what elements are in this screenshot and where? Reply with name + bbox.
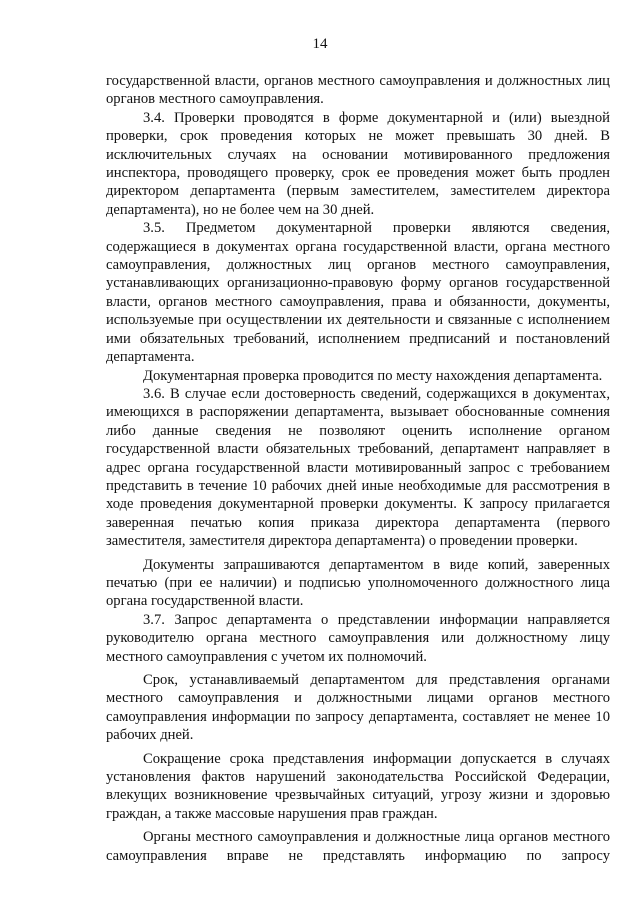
paragraph: Органы местного самоуправления и должностные лица органов местного самоуправления вправе не представлять информацию по запросу [106,829,610,864]
paragraph: Срок, устанавливаемый департаментом для представления органами местного самоуправления и должностными лицами органов местного самоуправления информации по запросу департамента, составляет не менее 10 рабочих дней. [106,672,610,744]
document-body [106,72,610,865]
paragraph: Сокращение срока представления информации допускается в случаях установления фактов нарушений законодательства Российской Федерации, влекущих возникновение чрезвычайных ситуаций, угрозу жизни и здоровью граждан, а также массовые нарушения прав граждан. [106,750,610,822]
paragraph: 3.7. Запрос департамента о представлении информации направляется руководителю органа местного самоуправления или должностному лицу местного самоуправления с учетом их полномочий. [106,611,610,665]
page-number: 14 [312,36,328,52]
paragraph: Документы запрашиваются департаментом в виде копий, заверенных печатью (при ее наличии) и подписью уполномоченного должностного лица органа государственной власти. [106,556,610,610]
paragraph: Документарная проверка проводится по месту нахождения департамента. [143,367,603,384]
paragraph: 3.4. Проверки проводятся в форме документарной и (или) выездной проверки, срок проведения которых не может превышать 30 дней. В исключительных случаях на основании мотивированного предложения инспектора, проводящего проверку, срок ее проведения может быть продлен директором департамента (первым заместителем, заместителем директора департамента), но не более чем на 30 дней. [106,109,610,218]
paragraph: 3.5. Предметом документарной проверки являются сведения, содержащиеся в документах органа государственной власти, органа местного самоуправления, должностных лиц органов местного самоуправления, устанавливающих организационно-правовую форму органов государственной власти, органов местного самоуправления, права и обязанности, документы, используемые при осуществлении их деятельности и связанные с исполнением ими обязательных требований, исполнением предписаний и постановлений департамента. [106,220,610,366]
paragraph: 3.6. В случае если достоверность сведений, содержащихся в документах, имеющихся в распоряжении департамента, вызывает обоснованные сомнения либо данные сведения не позволяют оценить исполнение органом государственной власти обязательных требований, департамент направляет в адрес органа государственной власти мотивированный запрос с требованием представить в течение 10 рабочих дней иные необходимые для рассмотрения в ходе проведения документарной проверки документы. К запросу прилагается заверенная печатью копия приказа директора департамента (первого заместителя, заместителя директора департамента) о проведении проверки. [106,385,610,550]
paragraph: государственной власти, органов местного самоуправления и должностных лиц органов местного самоуправления. [106,73,610,108]
